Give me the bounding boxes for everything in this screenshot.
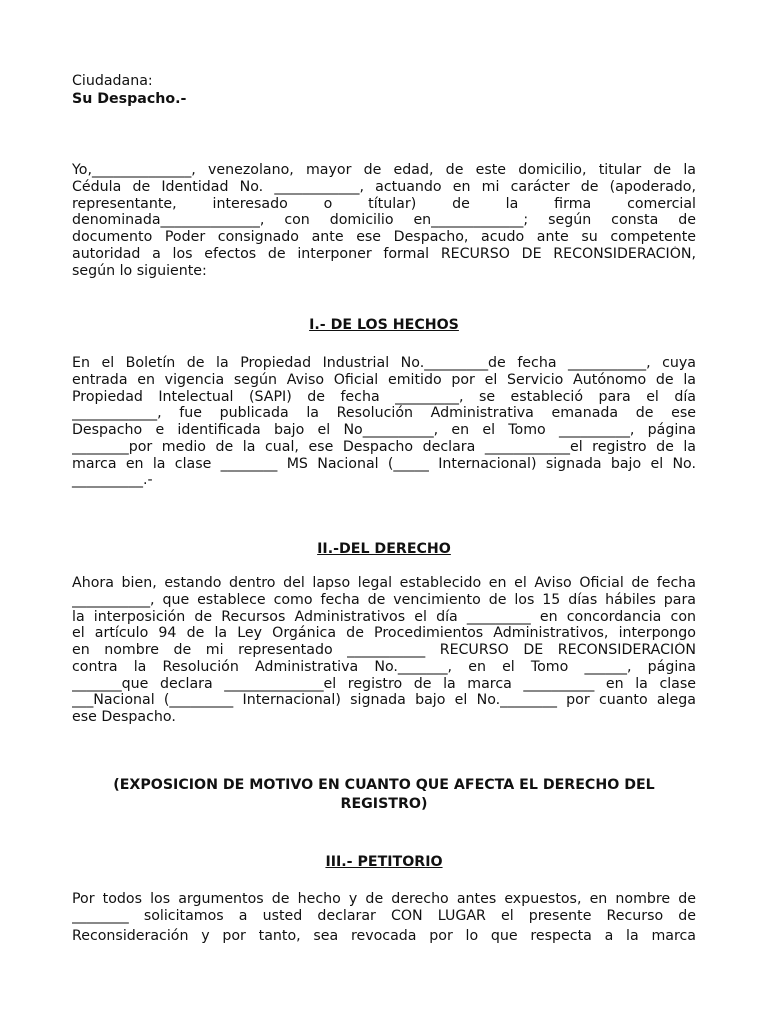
section-heading-petitorio: III.- PETITORIO [325, 854, 443, 870]
paragraph-line: Por todos los argumentos de hecho y de derecho antes expuestos, en nombre de [72, 891, 696, 907]
paragraph-line: ese Despacho. [72, 709, 176, 725]
paragraph-line: Propiedad Intelectual (SAPI) de fecha _________, se estableció para el día [72, 389, 696, 405]
paragraph-line: ___________, que establece como fecha de vencimiento de los 15 días hábiles para [72, 592, 696, 608]
paragraph-line: la interposición de Recursos Administrativos el día _________ en concordancia con [72, 609, 696, 625]
paragraph-line: en nombre de mi representado ___________ RECURSO DE RECONSIDERACIÓN [72, 642, 696, 658]
salutation-office: Su Despacho.- [72, 91, 187, 107]
paragraph-line: ___Nacional (_________ Internacional) signada bajo el No.________ por cuanto alega [72, 692, 696, 708]
section-heading-hechos: I.- DE LOS HECHOS [309, 317, 459, 333]
paragraph-line: contra la Resolución Administrativa No._______, en el Tomo ______, página [72, 659, 696, 675]
paragraph-line: entrada en vigencia según Aviso Oficial emitido por el Servicio Autónomo de la [72, 372, 696, 388]
paragraph-line: denominada______________, con domicilio en_____________; según consta de [72, 212, 696, 228]
paragraph-line: ________por medio de la cual, ese Despacho declara ____________el registro de la [72, 439, 696, 455]
motivo-heading-line: REGISTRO) [340, 796, 428, 812]
paragraph-line: Cédula de Identidad No. ____________, actuando en mi carácter de (apoderado, [72, 179, 696, 195]
paragraph-line: marca en la clase ________ MS Nacional (_____ Internacional) signada bajo el No. [72, 456, 696, 472]
paragraph-line: Yo,______________, venezolano, mayor de edad, de este domicilio, titular de la [72, 162, 696, 178]
paragraph-line: ____________, fue publicada la Resolución Administrativa emanada de ese [72, 405, 696, 421]
motivo-heading-line: (EXPOSICION DE MOTIVO EN CUANTO QUE AFECTA EL DERECHO DEL [113, 777, 655, 793]
paragraph-line: __________.- [72, 472, 153, 488]
paragraph-line: el artículo 94 de la Ley Orgánica de Procedimientos Administrativos, interpongo [72, 625, 696, 641]
salutation-recipient: Ciudadana: [72, 73, 153, 89]
paragraph-line: autoridad a los efectos de interponer formal RECURSO DE RECONSIDERACIÓN, [72, 246, 696, 262]
paragraph-line: _______que declara ______________el registro de la marca __________ en la clase [72, 676, 696, 692]
paragraph-line: Reconsideración y por tanto, sea revocada por lo que respecta a la marca [72, 928, 696, 944]
paragraph-line: Despacho e identificada bajo el No__________, en el Tomo __________, página [72, 422, 696, 438]
paragraph-line: Ahora bien, estando dentro del lapso legal establecido en el Aviso Oficial de fecha [72, 575, 696, 591]
paragraph-line: documento Poder consignado ante ese Despacho, acudo ante su competente [72, 229, 696, 245]
paragraph-line: según lo siguiente: [72, 263, 207, 279]
paragraph-line: ________ solicitamos a usted declarar CON LUGAR el presente Recurso de [72, 908, 696, 924]
paragraph-line: representante, interesado o títular) de la firma comercial [72, 196, 696, 212]
section-heading-derecho: II.-DEL DERECHO [317, 541, 451, 557]
paragraph-line: En el Boletín de la Propiedad Industrial No._________de fecha ___________, cuya [72, 355, 696, 371]
